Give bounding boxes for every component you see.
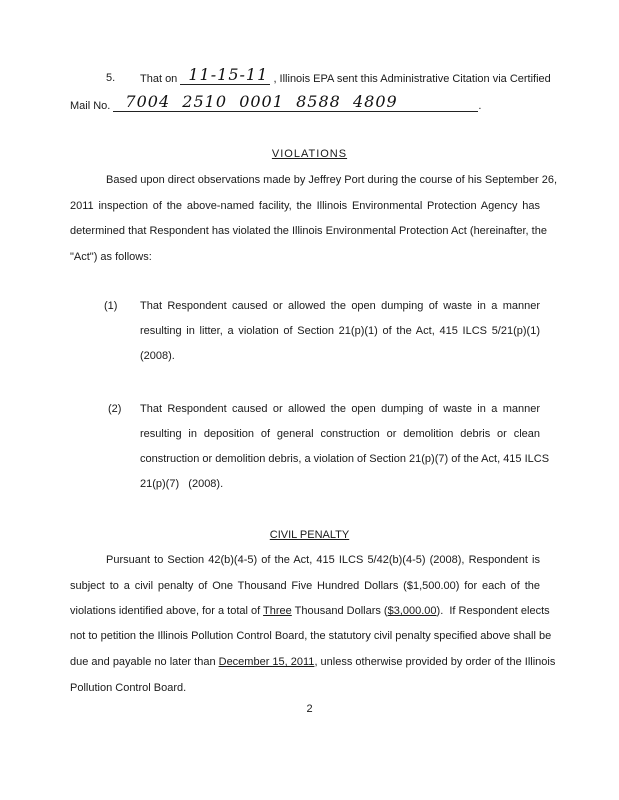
civil-penalty-line-4: not to petition the Illinois Pollution Control Board, the statutory civil penalty specified above shall be [70,630,552,642]
violations-heading: VIOLATIONS [271,148,348,160]
cp3-c: ). If Respondent elects [436,605,550,617]
violations-intro-line-4: "Act") as follows: [70,251,152,263]
handwritten-mail-number: 7004 2510 0001 8588 4809 [125,92,398,111]
date-blank [180,65,270,85]
cp5-b: , unless otherwise provided by order of the Illinois [314,656,556,668]
violations-intro-line-3: determined that Respondent has violated the Illinois Environmental Protection Act (hereinafter, the [70,225,547,237]
item5-line1 [140,65,551,85]
violation-2-line-3: construction or demolition debris, a violation of Section 21(p)(7) of the Act, 415 ILCS [140,453,550,465]
mail-number-blank [113,92,478,112]
due-date: December 15, 2011 [218,656,315,668]
cp3-a: violations identified above, for a total of [70,605,264,617]
civil-penalty-heading: CIVIL PENALTY [269,529,350,541]
page-number: 2 [306,703,313,715]
item5-line2 [70,92,482,112]
item5-number: 5. [106,72,116,84]
violation-1-line-3: (2008). [140,350,175,362]
total-three: Three [263,605,292,617]
total-amount: $3,000.00 [387,605,437,617]
that-on-text: That on [140,73,178,85]
violation-1-line-2: resulting in litter, a violation of Section 21(p)(1) of the Act, 415 ILCS 5/21(p)(1) [140,325,540,337]
mail-no-label: Mail No. [70,100,111,112]
violation-1-line-1: That Respondent caused or allowed the open dumping of waste in a manner [140,300,540,312]
violation-2-line-1: That Respondent caused or allowed the open dumping of waste in a manner [140,403,540,415]
violation-2-line-2: resulting in deposition of general construction or demolition debris or clean [140,428,540,440]
civil-penalty-line-6: Pollution Control Board. [70,682,187,694]
cp5-a: due and payable no later than [70,656,219,668]
violation-2-number: (2) [108,403,122,415]
civil-penalty-line-1: Pursuant to Section 42(b)(4-5) of the Act, 415 ILCS 5/42(b)(4-5) (2008), Respondent is [106,554,540,566]
violations-intro-line-2: 2011 inspection of the above-named facility, the Illinois Environmental Protection Agency has [70,200,540,212]
item5-rest-text: , Illinois EPA sent this Administrative Citation via Certified [273,73,551,85]
civil-penalty-line-2: subject to a civil penalty of One Thousand Five Hundred Dollars ($1,500.00) for each of the [70,580,540,592]
civil-penalty-line-3 [70,605,550,617]
violation-2-line-4: 21(p)(7) (2008). [140,478,224,490]
handwritten-date: 11-15-11 [188,65,269,84]
violations-intro-line-1: Based upon direct observations made by Jeffrey Port during the course of his September 26, [106,174,558,186]
civil-penalty-line-5 [70,656,556,668]
cp3-b: Thousand Dollars ( [291,605,388,617]
violation-1-number: (1) [104,300,118,312]
mail-no-period: . [478,100,482,112]
